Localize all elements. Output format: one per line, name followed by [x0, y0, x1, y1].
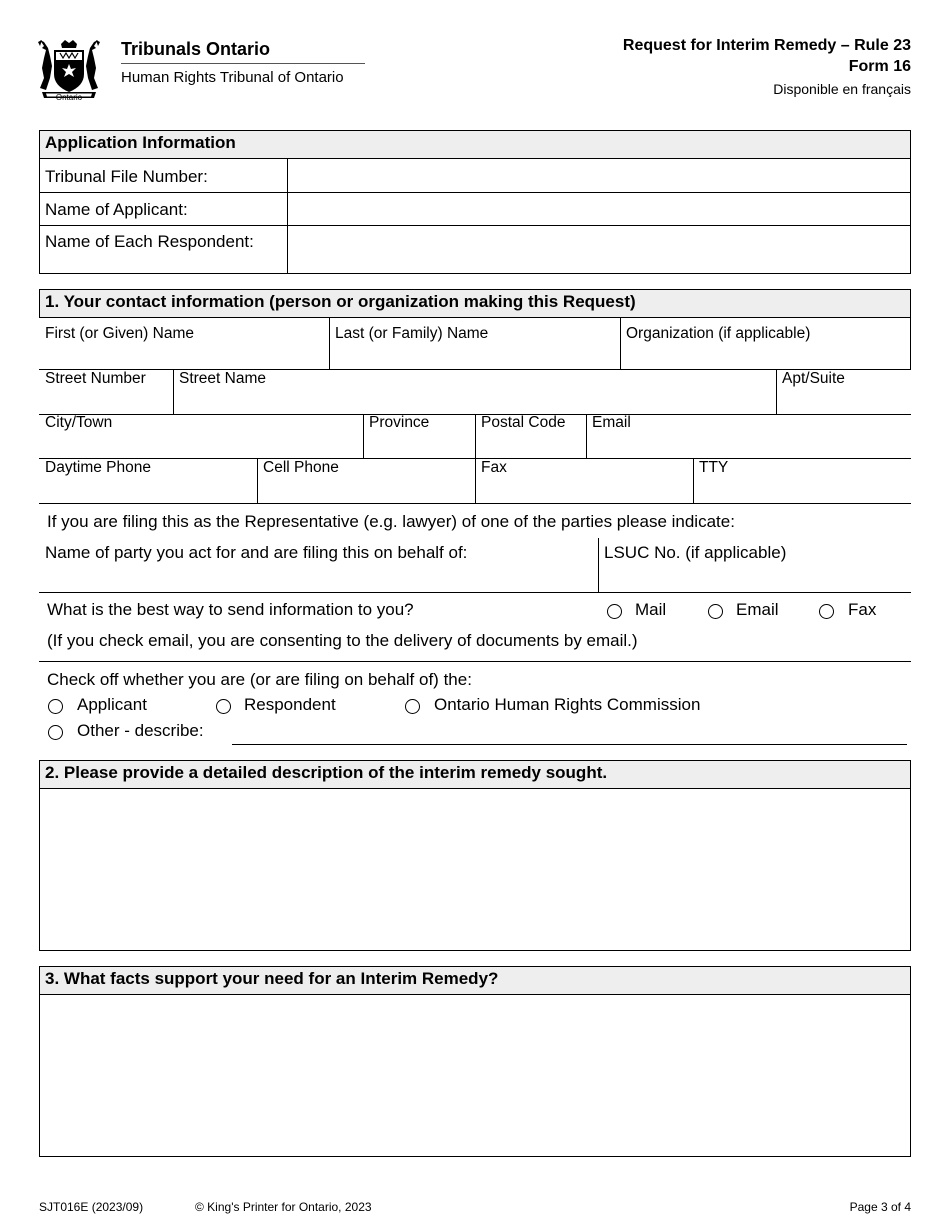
section2-heading: 2. Please provide a detailed description of the interim remedy sought.: [39, 760, 911, 789]
street-name-field[interactable]: Street Name: [179, 370, 267, 387]
delivery-email-radio[interactable]: [708, 604, 723, 619]
tribunal-file-number-label: Tribunal File Number:: [45, 167, 208, 186]
delivery-mail-radio[interactable]: [607, 604, 622, 619]
divider: [173, 369, 174, 414]
divider: [586, 414, 587, 458]
header-divider: [121, 63, 365, 64]
role-respondent-radio[interactable]: [216, 699, 231, 714]
divider: [363, 414, 364, 458]
delivery-email-label: Email: [736, 600, 779, 619]
delivery-mail-label: Mail: [635, 600, 667, 619]
role-respondent-label: Respondent: [244, 695, 336, 714]
form-title: Request for Interim Remedy – Rule 23: [622, 37, 911, 54]
org-title: Tribunals Ontario: [121, 39, 271, 59]
language-note: Disponible en français: [773, 81, 911, 97]
role-other-radio[interactable]: [48, 725, 63, 740]
delivery-fax-radio[interactable]: [819, 604, 834, 619]
delivery-question: What is the best way to send information to you?: [47, 600, 414, 619]
supporting-facts-field[interactable]: [40, 995, 910, 1156]
respondent-names-field[interactable]: [288, 226, 910, 273]
representative-note: If you are filing this as the Representative (e.g. lawyer) of one of the parties please indicate:: [47, 512, 735, 531]
last-name-field[interactable]: Last (or Family) Name: [335, 325, 489, 342]
tty-field[interactable]: TTY: [699, 459, 729, 476]
divider: [620, 318, 621, 369]
delivery-fax-label: Fax: [848, 600, 877, 619]
application-info-heading: Application Information: [39, 130, 911, 159]
party-name-field[interactable]: Name of party you act for and are filing this on behalf of:: [45, 543, 468, 562]
applicant-name-label: Name of Applicant:: [45, 200, 188, 219]
interim-remedy-description-field[interactable]: [40, 789, 910, 950]
role-applicant-label: Applicant: [77, 695, 147, 714]
divider: [475, 458, 476, 503]
apt-suite-field[interactable]: Apt/Suite: [782, 370, 845, 387]
lsuc-number-field[interactable]: LSUC No. (if applicable): [604, 543, 787, 562]
section3-heading: 3. What facts support your need for an Interim Remedy?: [39, 966, 911, 995]
divider: [910, 318, 911, 369]
divider: [598, 538, 599, 592]
respondent-names-label: Name of Each Respondent:: [45, 232, 254, 251]
copyright: © King's Printer for Ontario, 2023: [195, 1200, 372, 1214]
divider: [475, 414, 476, 458]
postal-code-field[interactable]: Postal Code: [481, 414, 566, 431]
tribunal-file-number-field[interactable]: [288, 160, 910, 192]
crest-caption: Ontario: [55, 93, 83, 102]
divider: [39, 369, 911, 370]
form-code: SJT016E (2023/09): [39, 1200, 144, 1214]
divider: [39, 503, 911, 504]
role-other-label: Other - describe:: [77, 721, 204, 740]
email-consent-note: (If you check email, you are consenting to the delivery of documents by email.): [47, 631, 638, 650]
cell-phone-field[interactable]: Cell Phone: [263, 459, 339, 476]
daytime-phone-field[interactable]: Daytime Phone: [45, 459, 151, 476]
divider: [329, 318, 330, 369]
divider: [257, 458, 258, 503]
page-number: Page 3 of 4: [849, 1200, 911, 1214]
city-field[interactable]: City/Town: [45, 414, 113, 431]
first-name-field[interactable]: First (or Given) Name: [45, 325, 194, 342]
email-field[interactable]: Email: [592, 414, 631, 431]
organization-field[interactable]: Organization (if applicable): [626, 325, 811, 342]
divider: [776, 369, 777, 414]
role-other-input[interactable]: [232, 721, 907, 745]
province-field[interactable]: Province: [369, 414, 430, 431]
role-question: Check off whether you are (or are filing on behalf of) the:: [47, 670, 472, 689]
role-commission-radio[interactable]: [405, 699, 420, 714]
form-number: Form 16: [848, 58, 911, 75]
role-commission-label: Ontario Human Rights Commission: [434, 695, 701, 714]
applicant-name-field[interactable]: [288, 193, 910, 225]
role-applicant-radio[interactable]: [48, 699, 63, 714]
street-number-field[interactable]: Street Number: [45, 370, 146, 387]
divider: [693, 458, 694, 503]
fax-field[interactable]: Fax: [481, 459, 507, 476]
divider: [39, 592, 911, 593]
divider: [39, 661, 911, 662]
org-subtitle: Human Rights Tribunal of Ontario: [121, 69, 344, 86]
section1-heading: 1. Your contact information (person or organization making this Request): [39, 289, 911, 318]
